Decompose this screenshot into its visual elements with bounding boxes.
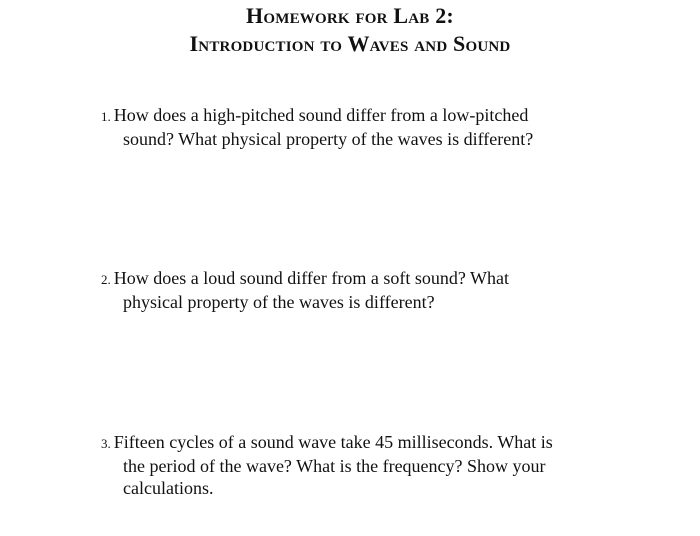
- question-2-text-1: How does a loud sound differ from a soft sound? What: [113, 268, 510, 288]
- question-2-number: 2.: [101, 272, 111, 287]
- question-3-line-2: the period of the wave? What is the frequency? Show your: [123, 456, 546, 476]
- question-2-line-1: [101, 267, 661, 291]
- question-3-text-1: Fifteen cycles of a sound wave take 45 milliseconds. What is: [113, 432, 553, 452]
- question-3-line-1: [101, 431, 661, 455]
- title-line-2: Introduction to Waves and Sound: [189, 31, 511, 56]
- title-line-1: Homework for Lab 2:: [246, 3, 454, 28]
- question-2: [101, 267, 661, 313]
- question-2-line-2: physical property of the waves is different?: [123, 292, 435, 312]
- question-3-number: 3.: [101, 436, 111, 451]
- question-1-line-2: sound? What physical property of the waves is different?: [123, 129, 534, 149]
- question-3-line-3: calculations.: [123, 478, 214, 498]
- question-1: [101, 104, 661, 150]
- question-1-line-1: [101, 104, 661, 128]
- question-1-number: 1.: [101, 109, 111, 124]
- question-1-text-1: How does a high-pitched sound differ from a low-pitched: [113, 105, 529, 125]
- question-3: [101, 431, 661, 499]
